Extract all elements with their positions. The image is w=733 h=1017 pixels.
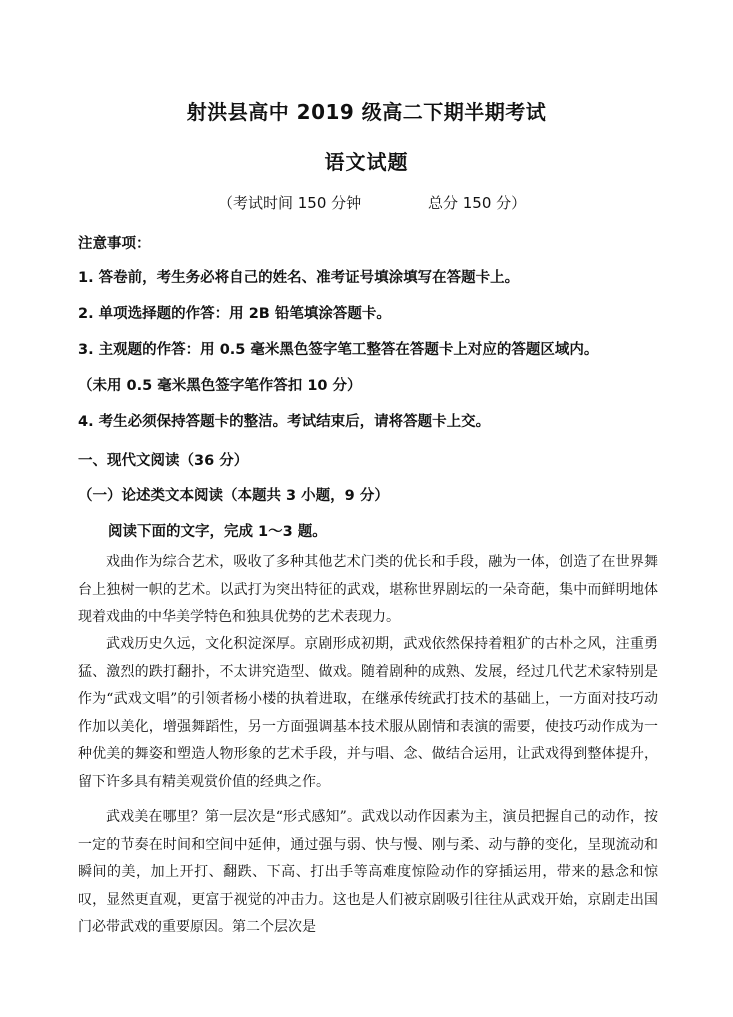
notice-item-1: 1. 答卷前，考生务必将自己的姓名、准考证号填涂填写在答题卡上。 — [78, 270, 520, 286]
section-sub-heading: （一）论述类文本阅读（本题共 3 小题，9 分） — [78, 488, 389, 504]
notice-item-3-note: （未用 0.5 毫米黑色签字笔作答扣 10 分） — [78, 378, 362, 394]
passage-paragraph-3: 武戏美在哪里？第一层次是“形式感知”。武戏以动作因素为主，演员把握自己的动作，按一定的节奏在时间和空间中延伸，通过强与弱、快与慢、刚与柔、动与静的变化，呈现流动和瞬间的美，加上开打、翻跌、下高、打出手等高难度惊险动作的穿插运用，带来的悬念和惊叹，显然更直观，更富于视觉的冲击力。这也是人们被京剧吸引往往从武戏开始，京剧走出国门必带武戏的重要原因。第二个层次是 — [78, 809, 658, 935]
notice-item-4: 4. 考生必须保持答题卡的整洁。考试结束后，请将答题卡上交。 — [78, 414, 491, 430]
notice-heading: 注意事项： — [78, 236, 151, 252]
exam-total-score: 总分 150 分） — [428, 194, 527, 212]
passage-paragraph-2: 武戏历史久远，文化积淀深厚。京剧形成初期，武戏依然保持着粗犷的古朴之风，注重勇猛、激烈的跌打翻扑，不太讲究造型、做戏。随着剧种的成熟、发展，经过几代艺术家特别是作为“武戏文唱”的引领者杨小楼的执着进取，在继承传统武打技术的基础上，一方面对技巧动作加以美化，增强舞蹈性，另一方面强调基本技术服从剧情和表演的需要，使技巧动作成为一种优美的舞姿和塑造人物形象的艺术手段，并与唱、念、做结合运用，让武戏得到整体提升，留下许多具有精美观赏价值的经典之作。 — [78, 636, 658, 790]
section-heading: 一、现代文阅读（36 分） — [78, 453, 249, 469]
notice-item-3: 3. 主观题的作答：用 0.5 毫米黑色签字笔工整答在答题卡上对应的答题区域内。 — [78, 342, 599, 358]
notice-item-2: 2. 单项选择题的作答：用 2B 铅笔填涂答题卡。 — [78, 306, 391, 322]
exam-time: （考试时间 150 分钟 — [218, 194, 362, 212]
reading-instruction: 阅读下面的文字，完成 1～3 题。 — [108, 524, 327, 540]
subject-title: 语文试题 — [324, 150, 409, 174]
exam-title: 射洪县高中 2019 级高二下期半期考试 — [186, 100, 547, 124]
passage-paragraph-1: 戏曲作为综合艺术，吸收了多种其他艺术门类的优长和手段，融为一体，创造了在世界舞台上独树一帜的艺术。以武打为突出特征的武戏，堪称世界剧坛的一朵奇葩，集中而鲜明地体现着戏曲的中华美学特色和独具优势的艺术表现力。 — [78, 554, 658, 625]
